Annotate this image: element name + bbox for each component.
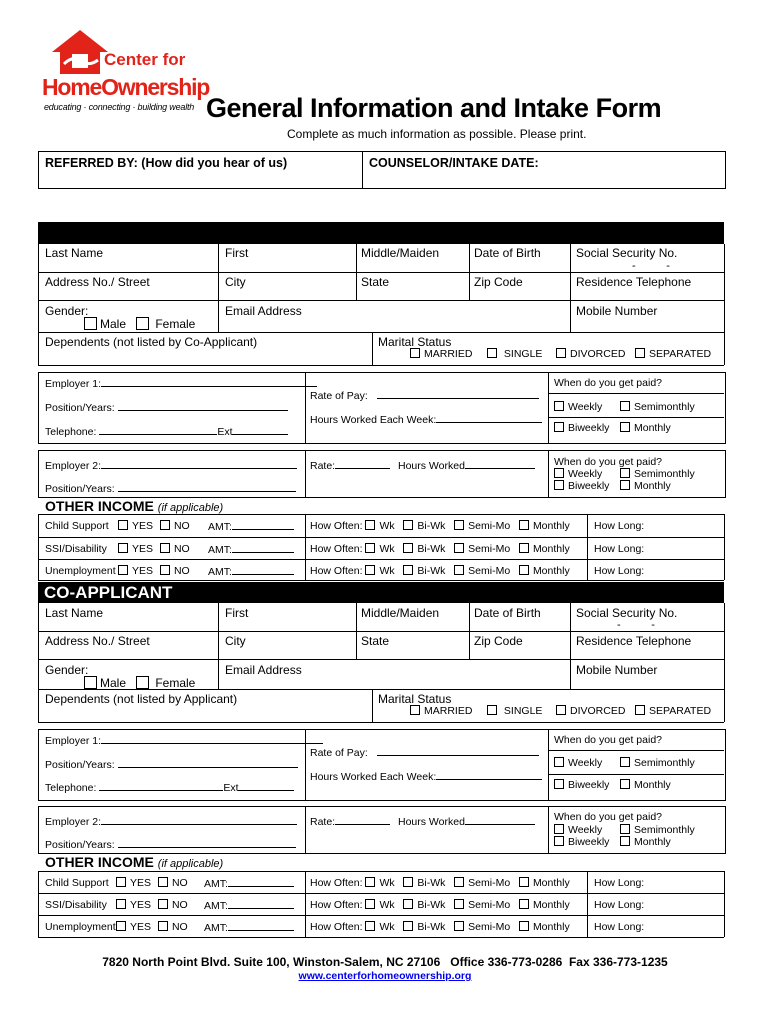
co-dependents-field[interactable]: Dependents (not listed by Applicant)	[45, 692, 238, 706]
res-phone-field[interactable]: Residence Telephone	[576, 275, 692, 289]
income-amt-field[interactable]: AMT:	[208, 543, 294, 556]
checkbox-icon	[519, 565, 529, 575]
checkbox-icon	[365, 520, 375, 530]
logo	[40, 26, 210, 118]
checkbox-icon	[556, 348, 566, 358]
income-how-long-field[interactable]: How Long:	[594, 899, 645, 911]
co-res-phone-field[interactable]: Residence Telephone	[576, 634, 692, 648]
married-checkbox[interactable]: MARRIED	[410, 348, 472, 360]
checkbox-icon	[635, 348, 645, 358]
co-ssn-separator: - -	[617, 619, 655, 631]
income-how-long-field[interactable]: How Long:	[594, 565, 645, 577]
co-first-name-field[interactable]: First	[225, 606, 249, 620]
income-amt-field[interactable]: AMT:	[204, 921, 294, 934]
income-how-long-field[interactable]: How Long:	[594, 877, 645, 889]
income-yes-checkbox[interactable]: YES NO	[118, 520, 190, 532]
house-logo-icon	[50, 28, 110, 78]
checkbox-icon	[365, 565, 375, 575]
counselor-date-field[interactable]: COUNSELOR/INTAKE DATE:	[369, 156, 539, 170]
co-applicant-header-bar: CO-APPLICANT	[38, 582, 724, 603]
co-pay2-semimonthly-checkbox[interactable]: Semimonthly	[620, 824, 695, 836]
co-pay-semimonthly-checkbox[interactable]: Semimonthly	[620, 757, 695, 769]
checkbox-icon	[160, 543, 170, 553]
co-pay2-biweekly-checkbox[interactable]: Biweekly	[554, 836, 609, 848]
checkbox-icon	[136, 676, 149, 689]
co-hours-week-field[interactable]: Hours Worked Each Week:	[310, 770, 542, 783]
co-ssn-field[interactable]: Social Security No.	[576, 606, 678, 620]
page-subtitle: Complete as much information as possible. Please print.	[287, 127, 587, 141]
income-yes-checkbox[interactable]: YES NO	[118, 543, 190, 555]
co-position2-field[interactable]: Position/Years:	[45, 838, 296, 851]
income-how-long-field[interactable]: How Long:	[594, 921, 645, 933]
city-field[interactable]: City	[225, 275, 246, 289]
checkbox-icon	[487, 348, 497, 358]
co-rate-field[interactable]: Rate:	[310, 815, 390, 828]
footer-address: 7820 North Point Blvd. Suite 100, Winston-Salem, NC 27106 Office 336-773-0286 Fax 336-773-1235	[102, 955, 668, 969]
income-row-label: Unemployment	[45, 565, 116, 577]
co-zip-field[interactable]: Zip Code	[474, 634, 523, 648]
checkbox-icon	[519, 899, 529, 909]
position2-field[interactable]: Position/Years:	[45, 482, 296, 495]
co-gender-female-checkbox[interactable]: Female	[136, 676, 195, 690]
checkbox-icon	[620, 836, 630, 846]
co-separated-checkbox[interactable]: SEPARATED	[635, 705, 711, 717]
co-telephone-field[interactable]: Telephone: Ext	[45, 781, 294, 794]
income-yes-checkbox[interactable]: YES NO	[116, 921, 188, 933]
gender-male-checkbox[interactable]: Male	[84, 317, 126, 331]
co-position1-field[interactable]: Position/Years:	[45, 758, 298, 771]
marital-status-label: Marital Status	[378, 335, 452, 349]
checkbox-icon	[365, 877, 375, 887]
income-how-often[interactable]: How Often: Wk Bi-Wk Semi-Mo Monthly	[310, 921, 570, 933]
income-how-long-field[interactable]: How Long:	[594, 543, 645, 555]
footer-website-link[interactable]: www.centerforhomeownership.org	[298, 970, 472, 982]
income-how-often[interactable]: How Often: Wk Bi-Wk Semi-Mo Monthly	[310, 899, 570, 911]
checkbox-icon	[554, 468, 564, 478]
co-pay2-monthly-checkbox[interactable]: Monthly	[620, 836, 671, 848]
logo-line2: HomeOwnership	[42, 74, 210, 100]
income-row-label: Child Support	[45, 877, 109, 889]
checkbox-icon	[410, 348, 420, 358]
checkbox-icon	[403, 520, 413, 530]
checkbox-icon	[365, 921, 375, 931]
checkbox-icon	[519, 877, 529, 887]
income-amt-field[interactable]: AMT:	[208, 520, 294, 533]
checkbox-icon	[519, 921, 529, 931]
co-pay-monthly-checkbox[interactable]: Monthly	[620, 779, 671, 791]
divorced-checkbox[interactable]: DIVORCED	[556, 348, 625, 360]
checkbox-icon	[136, 317, 149, 330]
mobile-field[interactable]: Mobile Number	[576, 304, 658, 318]
income-yes-checkbox[interactable]: YES NO	[116, 877, 188, 889]
checkbox-icon	[160, 565, 170, 575]
checkbox-icon	[454, 877, 464, 887]
checkbox-icon	[160, 520, 170, 530]
co-middle-name-field[interactable]: Middle/Maiden	[361, 606, 440, 620]
checkbox-icon	[158, 899, 168, 909]
co-last-name-field[interactable]: Last Name	[45, 606, 104, 620]
income-row-label: SSI/Disability	[45, 543, 107, 555]
income-amt-field[interactable]: AMT:	[204, 899, 294, 912]
zip-field[interactable]: Zip Code	[474, 275, 523, 289]
pay2-biweekly-checkbox[interactable]: Biweekly	[554, 480, 609, 492]
checkbox-icon	[620, 401, 630, 411]
checkbox-icon	[620, 757, 630, 767]
logo-tagline: educating · connecting · building wealth	[44, 102, 195, 112]
single-checkbox[interactable]: SINGLE	[487, 348, 542, 360]
co-employer1-field[interactable]: Employer 1:	[45, 734, 323, 747]
email-field[interactable]: Email Address	[225, 304, 302, 318]
gender-label: Gender:	[45, 304, 89, 318]
co-gender-male-checkbox[interactable]: Male	[84, 676, 126, 690]
checkbox-icon	[554, 779, 564, 789]
checkbox-icon	[403, 921, 413, 931]
income-row-label: Unemployment	[45, 921, 116, 933]
checkbox-icon	[84, 317, 97, 330]
checkbox-icon	[116, 877, 126, 887]
pay2-semimonthly-checkbox[interactable]: Semimonthly	[620, 468, 695, 480]
pay-biweekly-checkbox[interactable]: Biweekly	[554, 422, 609, 434]
checkbox-icon	[118, 543, 128, 553]
co-rate-of-pay-field[interactable]: Rate of Pay:	[310, 746, 539, 759]
ssn-separator: - -	[632, 260, 670, 272]
checkbox-icon	[116, 899, 126, 909]
income-yes-checkbox[interactable]: YES NO	[116, 899, 188, 911]
co-gender-label: Gender:	[45, 663, 89, 677]
checkbox-icon	[487, 705, 497, 715]
employer2-field[interactable]: Employer 2:	[45, 459, 297, 472]
hours-worked-field[interactable]: Hours Worked	[398, 459, 535, 472]
co-marital-status-label: Marital Status	[378, 692, 452, 706]
when-paid2-label: When do you get paid?	[554, 456, 662, 468]
applicant-header-bar	[38, 222, 724, 244]
checkbox-icon	[403, 565, 413, 575]
rate-of-pay-field[interactable]: Rate of Pay:	[310, 389, 539, 402]
income-how-long-field[interactable]: How Long:	[594, 520, 645, 532]
checkbox-icon	[554, 824, 564, 834]
checkbox-icon	[158, 877, 168, 887]
checkbox-icon	[554, 757, 564, 767]
income-row-label: Child Support	[45, 520, 109, 532]
logo-line1: Center for	[104, 50, 186, 69]
position1-field[interactable]: Position/Years:	[45, 401, 288, 414]
co-mobile-field[interactable]: Mobile Number	[576, 663, 658, 677]
co-single-checkbox[interactable]: SINGLE	[487, 705, 542, 717]
gender-female-checkbox[interactable]: Female	[136, 317, 195, 331]
checkbox-icon	[403, 899, 413, 909]
co-email-field[interactable]: Email Address	[225, 663, 302, 677]
rate-field[interactable]: Rate:	[310, 459, 390, 472]
ssn-field[interactable]: Social Security No.	[576, 246, 678, 260]
checkbox-icon	[454, 899, 464, 909]
co-address-field[interactable]: Address No./ Street	[45, 634, 150, 648]
page-title: General Information and Intake Form	[206, 93, 662, 123]
income-yes-checkbox[interactable]: YES NO	[118, 565, 190, 577]
co-other-income-heading: OTHER INCOME (if applicable)	[45, 854, 224, 870]
checkbox-icon	[554, 480, 564, 490]
pay-monthly-checkbox[interactable]: Monthly	[620, 422, 671, 434]
checkbox-icon	[410, 705, 420, 715]
income-row-label: SSI/Disability	[45, 899, 107, 911]
when-paid-label: When do you get paid?	[554, 377, 662, 389]
checkbox-icon	[554, 836, 564, 846]
co-employer2-field[interactable]: Employer 2:	[45, 815, 297, 828]
co-divorced-checkbox[interactable]: DIVORCED	[556, 705, 625, 717]
telephone-field[interactable]: Telephone: Ext	[45, 425, 288, 438]
checkbox-icon	[84, 676, 97, 689]
income-amt-field[interactable]: AMT:	[204, 877, 294, 890]
checkbox-icon	[620, 824, 630, 834]
pay2-weekly-checkbox[interactable]: Weekly	[554, 468, 602, 480]
checkbox-icon	[620, 480, 630, 490]
co-state-field[interactable]: State	[361, 634, 390, 648]
checkbox-icon	[454, 921, 464, 931]
checkbox-icon	[365, 899, 375, 909]
co-married-checkbox[interactable]: MARRIED	[410, 705, 472, 717]
separated-checkbox[interactable]: SEPARATED	[635, 348, 711, 360]
employer1-field[interactable]: Employer 1:	[45, 377, 317, 390]
checkbox-icon	[365, 543, 375, 553]
income-how-often[interactable]: How Often: Wk Bi-Wk Semi-Mo Monthly	[310, 877, 570, 889]
checkbox-icon	[620, 468, 630, 478]
checkbox-icon	[519, 543, 529, 553]
co-when-paid-label: When do you get paid?	[554, 734, 662, 746]
other-income-heading: OTHER INCOME (if applicable)	[45, 498, 224, 514]
last-name-field[interactable]: Last Name	[45, 246, 104, 260]
checkbox-icon	[554, 422, 564, 432]
checkbox-icon	[635, 705, 645, 715]
pay-semimonthly-checkbox[interactable]: Semimonthly	[620, 401, 695, 413]
checkbox-icon	[118, 520, 128, 530]
hours-week-field[interactable]: Hours Worked Each Week:	[310, 413, 542, 426]
dependents-field[interactable]: Dependents (not listed by Co-Applicant)	[45, 335, 258, 349]
checkbox-icon	[158, 921, 168, 931]
checkbox-icon	[620, 779, 630, 789]
co-dob-field[interactable]: Date of Birth	[474, 606, 541, 620]
checkbox-icon	[454, 565, 464, 575]
pay-weekly-checkbox[interactable]: Weekly	[554, 401, 602, 413]
checkbox-icon	[403, 877, 413, 887]
checkbox-icon	[403, 543, 413, 553]
checkbox-icon	[519, 520, 529, 530]
pay2-monthly-checkbox[interactable]: Monthly	[620, 480, 671, 492]
co-pay-biweekly-checkbox[interactable]: Biweekly	[554, 779, 609, 791]
co-pay-weekly-checkbox[interactable]: Weekly	[554, 757, 602, 769]
income-how-often[interactable]: How Often: Wk Bi-Wk Semi-Mo Monthly	[310, 520, 570, 532]
checkbox-icon	[118, 565, 128, 575]
income-amt-field[interactable]: AMT:	[208, 565, 294, 578]
checkbox-icon	[620, 422, 630, 432]
income-how-often[interactable]: How Often: Wk Bi-Wk Semi-Mo Monthly	[310, 543, 570, 555]
co-city-field[interactable]: City	[225, 634, 246, 648]
co-when-paid2-label: When do you get paid?	[554, 811, 662, 823]
first-name-field[interactable]: First	[225, 246, 249, 260]
address-field[interactable]: Address No./ Street	[45, 275, 150, 289]
checkbox-icon	[554, 401, 564, 411]
checkbox-icon	[454, 543, 464, 553]
middle-name-field[interactable]: Middle/Maiden	[361, 246, 440, 260]
income-how-often[interactable]: How Often: Wk Bi-Wk Semi-Mo Monthly	[310, 565, 570, 577]
dob-field[interactable]: Date of Birth	[474, 246, 541, 260]
state-field[interactable]: State	[361, 275, 390, 289]
co-pay2-weekly-checkbox[interactable]: Weekly	[554, 824, 602, 836]
co-hours-worked-field[interactable]: Hours Worked	[398, 815, 535, 828]
checkbox-icon	[116, 921, 126, 931]
checkbox-icon	[556, 705, 566, 715]
referred-by-field[interactable]: REFERRED BY: (How did you hear of us)	[45, 156, 288, 170]
checkbox-icon	[454, 520, 464, 530]
